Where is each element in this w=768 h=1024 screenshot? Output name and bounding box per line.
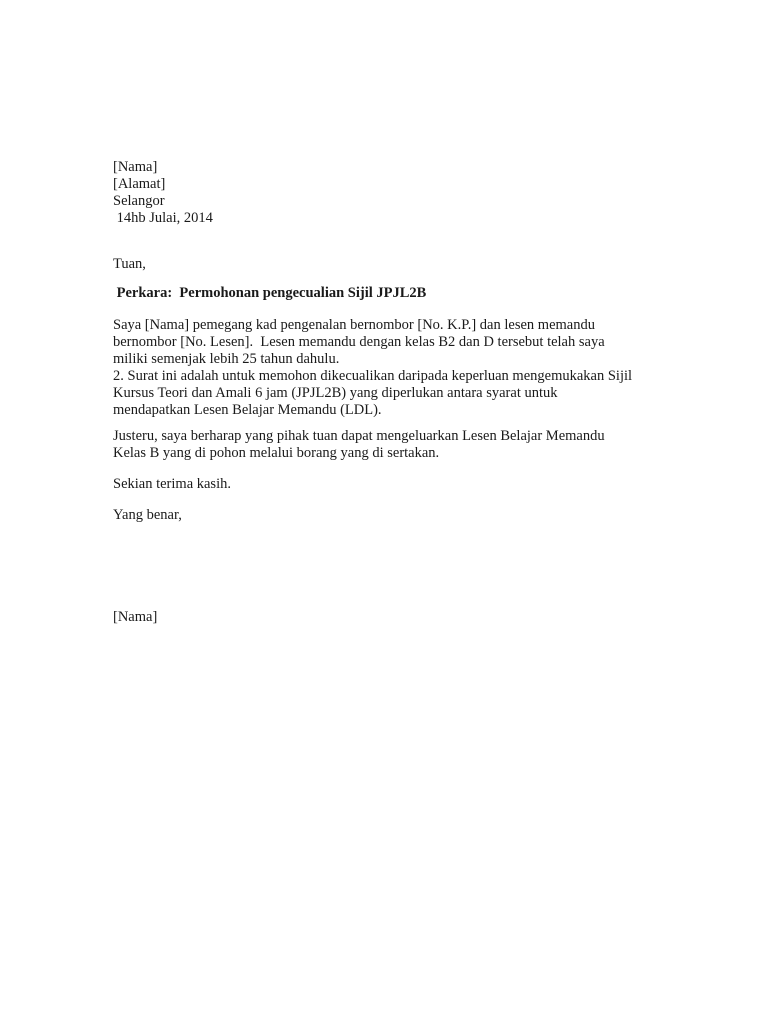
salutation: Tuan, <box>113 256 146 272</box>
closing-thanks: Sekian terima kasih. <box>113 476 231 492</box>
sender-address: [Alamat] <box>113 176 166 192</box>
paragraph-1-line: bernombor [No. Lesen]. Lesen memandu dengan kelas B2 dan D tersebut telah saya <box>113 334 605 350</box>
paragraph-2 <box>113 428 673 462</box>
paragraph-1-line: mendapatkan Lesen Belajar Memandu (LDL). <box>113 402 382 418</box>
sender-state: Selangor <box>113 193 165 209</box>
letter-date: 14hb Julai, 2014 <box>113 210 213 226</box>
paragraph-2-line: Justeru, saya berharap yang pihak tuan dapat mengeluarkan Lesen Belajar Memandu <box>113 428 605 444</box>
paragraph-1-line: miliki semenjak lebih 25 tahun dahulu. <box>113 351 340 367</box>
closing-sincerely: Yang benar, <box>113 507 182 523</box>
paragraph-1-line: Kursus Teori dan Amali 6 jam (JPJL2B) yang diperlukan antara syarat untuk <box>113 385 558 401</box>
paragraph-2-line: Kelas B yang di pohon melalui borang yang di sertakan. <box>113 445 440 461</box>
sender-block <box>113 159 673 227</box>
subject-line: Perkara: Permohonan pengecualian Sijil JPJL2B <box>113 285 427 301</box>
signature-name: [Nama] <box>113 609 158 625</box>
paragraph-1-line: 2. Surat ini adalah untuk memohon dikecualikan daripada keperluan mengemukakan Sijil <box>113 368 633 384</box>
sender-name: [Nama] <box>113 159 158 175</box>
paragraph-1 <box>113 317 673 419</box>
paragraph-1-line: Saya [Nama] pemegang kad pengenalan bernombor [No. K.P.] dan lesen memandu <box>113 317 595 333</box>
